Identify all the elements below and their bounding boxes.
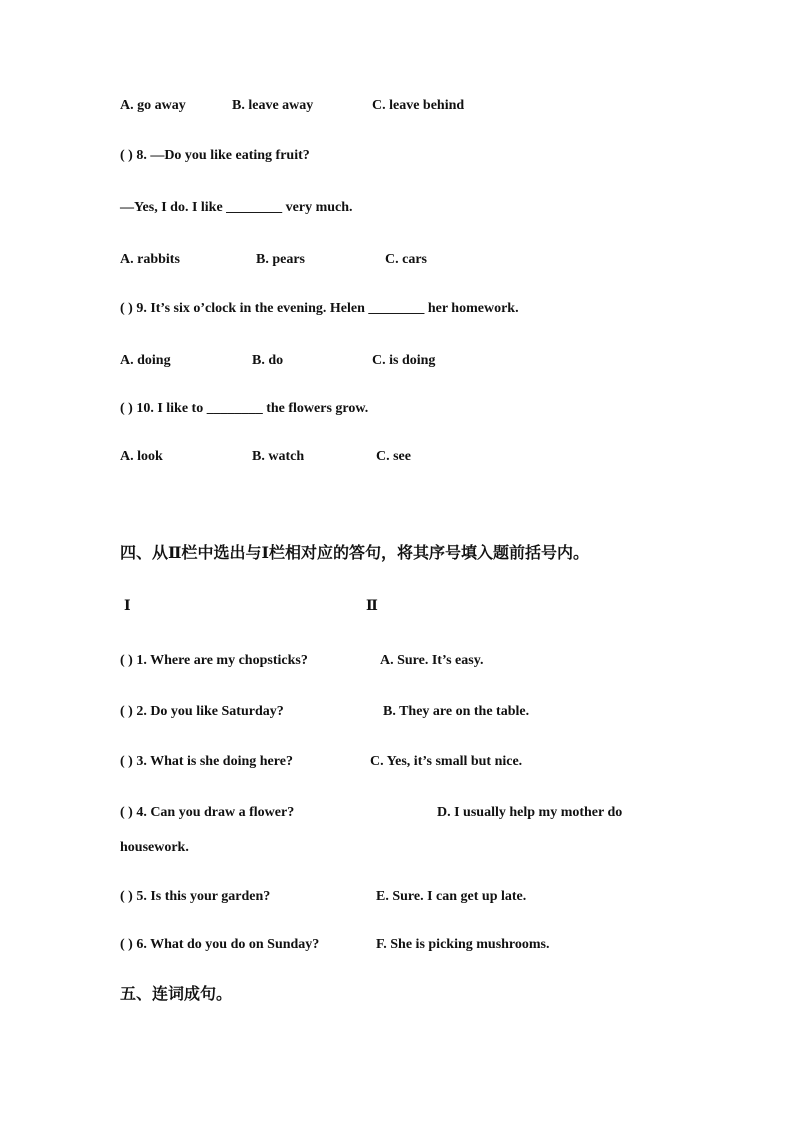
q8-option-b: B. pears bbox=[256, 252, 305, 267]
q10-option-c: C. see bbox=[376, 449, 411, 464]
q10-option-a: A. look bbox=[120, 449, 163, 464]
match-answer-f: F. She is picking mushrooms. bbox=[376, 937, 550, 952]
match-answer-c: C. Yes, it’s small but nice. bbox=[370, 754, 523, 769]
q8-option-c: C. cars bbox=[385, 252, 427, 267]
match-answer-b: B. They are on the table. bbox=[383, 704, 530, 719]
q9-option-b: B. do bbox=[252, 353, 284, 368]
q9-stem: ( ) 9. It’s six o’clock in the evening. Helen ________ her homework. bbox=[120, 301, 519, 316]
match-question-1: ( ) 1. Where are my chopsticks? bbox=[120, 653, 308, 668]
q10-option-b: B. watch bbox=[252, 449, 305, 464]
q7-option-a: A. go away bbox=[120, 98, 186, 113]
match-question-5: ( ) 5. Is this your garden? bbox=[120, 889, 271, 904]
q8-option-a: A. rabbits bbox=[120, 252, 180, 267]
column-2-header: Ⅱ bbox=[366, 599, 378, 614]
match-answer-e: E. Sure. I can get up late. bbox=[376, 889, 527, 904]
match-answer-d-continued: housework. bbox=[120, 840, 189, 855]
match-answer-d: D. I usually help my mother do bbox=[437, 805, 623, 820]
match-question-3: ( ) 3. What is she doing here? bbox=[120, 754, 293, 769]
match-question-4: ( ) 4. Can you draw a flower? bbox=[120, 805, 295, 820]
q8-stem: ( ) 8. —Do you like eating fruit? bbox=[120, 148, 310, 163]
match-question-2: ( ) 2. Do you like Saturday? bbox=[120, 704, 284, 719]
q7-option-c: C. leave behind bbox=[372, 98, 465, 113]
q7-option-b: B. leave away bbox=[232, 98, 314, 113]
q8-reply: —Yes, I do. I like ________ very much. bbox=[120, 200, 353, 215]
q10-stem: ( ) 10. I like to ________ the flowers grow. bbox=[120, 401, 369, 416]
match-answer-a: A. Sure. It’s easy. bbox=[380, 653, 484, 668]
column-1-header: Ⅰ bbox=[124, 599, 131, 614]
section5-title: 五、连词成句。 bbox=[120, 986, 233, 1003]
section4-title: 四、从Ⅱ栏中选出与Ⅰ栏相对应的答句，将其序号填入题前括号内。 bbox=[120, 545, 589, 562]
q9-option-a: A. doing bbox=[120, 353, 171, 368]
match-question-6: ( ) 6. What do you do on Sunday? bbox=[120, 937, 320, 952]
q9-option-c: C. is doing bbox=[372, 353, 436, 368]
